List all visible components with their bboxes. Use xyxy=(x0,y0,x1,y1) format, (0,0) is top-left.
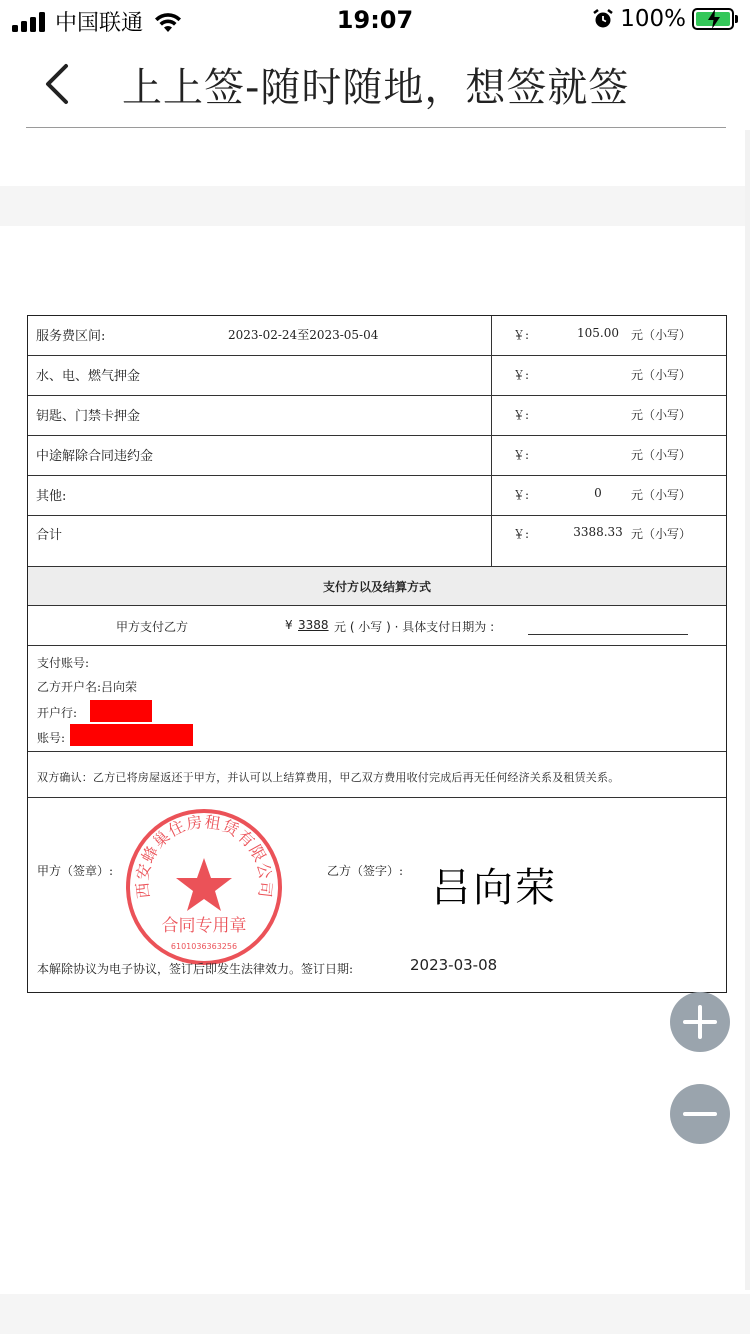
payment-row xyxy=(28,606,726,646)
payment-date-line xyxy=(528,634,688,635)
yen-symbol: ￥: xyxy=(513,527,530,541)
payer-label: 甲方支付乙方 xyxy=(116,620,189,634)
fee-unit: 元（小写） xyxy=(631,488,692,502)
header-divider xyxy=(26,127,726,128)
company-seal-icon xyxy=(123,806,285,968)
alarm-icon xyxy=(592,8,614,30)
contract-document xyxy=(27,315,727,993)
fee-label: 服务费区间: xyxy=(36,329,106,344)
fee-label: 合计 xyxy=(36,528,63,543)
fee-label: 中途解除合同违约金 xyxy=(36,449,154,464)
fee-row-utilities xyxy=(28,356,726,396)
fee-unit: 元（小写） xyxy=(631,408,692,422)
minus-icon xyxy=(682,1096,718,1132)
payment-section-title: 支付方以及结算方式 xyxy=(28,566,726,606)
battery-tip xyxy=(735,15,738,23)
yen-symbol: ￥: xyxy=(513,408,530,422)
yen-symbol: ￥: xyxy=(513,488,530,502)
account-number-label: 账号: xyxy=(37,731,66,745)
payment-amount: 3388 xyxy=(298,618,329,632)
account-holder xyxy=(37,678,137,695)
fee-amount: 0 xyxy=(594,486,602,500)
carrier-name: 中国联通 xyxy=(55,11,144,36)
payment-text: 元 ( 小写 ) · 具体支付日期为 : xyxy=(334,620,495,634)
redacted-account-number xyxy=(70,724,193,746)
battery-icon xyxy=(692,8,734,30)
fee-row-other xyxy=(28,476,726,516)
fee-label: 水、电、燃气押金 xyxy=(36,369,141,384)
agreement-text: 本解除协议为电子协议，签订后即发生法律效力。签订日期: xyxy=(37,962,354,976)
fee-row-service xyxy=(28,316,726,356)
seal-text: 西安蜂巢住房租赁有限公司 xyxy=(132,811,276,900)
redacted-bank xyxy=(90,700,152,722)
battery-percentage: 100% xyxy=(620,6,686,32)
nav-header xyxy=(0,40,750,130)
fee-period: 2023-02-24至2023-05-04 xyxy=(228,328,379,342)
gray-band-top xyxy=(0,186,750,226)
party-b-label: 乙方（签字）: xyxy=(327,864,404,878)
status-bar xyxy=(0,0,750,40)
chevron-left-icon[interactable] xyxy=(36,60,76,108)
fee-row-keys xyxy=(28,396,726,436)
status-right xyxy=(592,6,738,32)
signing-date: 2023-03-08 xyxy=(410,956,498,974)
yen-symbol: ￥: xyxy=(513,368,530,382)
holder-label: 乙方开户名: xyxy=(37,680,102,694)
handwritten-signature: 吕向荣 xyxy=(431,865,557,911)
zoom-in-button[interactable] xyxy=(670,992,730,1052)
account-info xyxy=(28,646,726,752)
yen-symbol: ¥ xyxy=(285,618,293,632)
fee-unit: 元（小写） xyxy=(631,527,692,541)
account-label: 支付账号: xyxy=(37,656,90,670)
bank-label: 开户行: xyxy=(37,706,78,720)
fee-unit: 元（小写） xyxy=(631,448,692,462)
page-title: 上上签-随时随地，想签就签 xyxy=(122,65,630,111)
fee-row-penalty xyxy=(28,436,726,476)
yen-symbol: ￥: xyxy=(513,328,530,342)
fee-label: 其他: xyxy=(36,489,67,504)
clock: 19:07 xyxy=(336,6,414,34)
confirmation-row xyxy=(28,752,726,798)
yen-symbol: ￥: xyxy=(513,448,530,462)
zoom-out-button[interactable] xyxy=(670,1084,730,1144)
seal-number: 6101036363256 xyxy=(170,942,238,951)
signature-area xyxy=(28,798,726,992)
fee-label: 钥匙、门禁卡押金 xyxy=(36,409,141,424)
fee-amount: 3388.33 xyxy=(573,525,623,539)
fee-amount: 105.00 xyxy=(577,326,619,340)
fee-row-total xyxy=(28,516,726,566)
scroll-edge xyxy=(745,130,750,1290)
gray-band-bottom xyxy=(0,1294,750,1334)
fee-unit: 元（小写） xyxy=(631,328,692,342)
holder-name: 吕向荣 xyxy=(101,680,138,694)
party-a-label: 甲方（签章）: xyxy=(37,864,114,878)
confirmation-text: 双方确认：乙方已将房屋返还于甲方，并认可以上结算费用，甲乙双方费用收付完成后再无任何经济关系及租赁关系。 xyxy=(37,771,620,784)
seal-bottom-text: 合同专用章 xyxy=(161,916,247,936)
plus-icon xyxy=(682,1004,718,1040)
fee-unit: 元（小写） xyxy=(631,368,692,382)
